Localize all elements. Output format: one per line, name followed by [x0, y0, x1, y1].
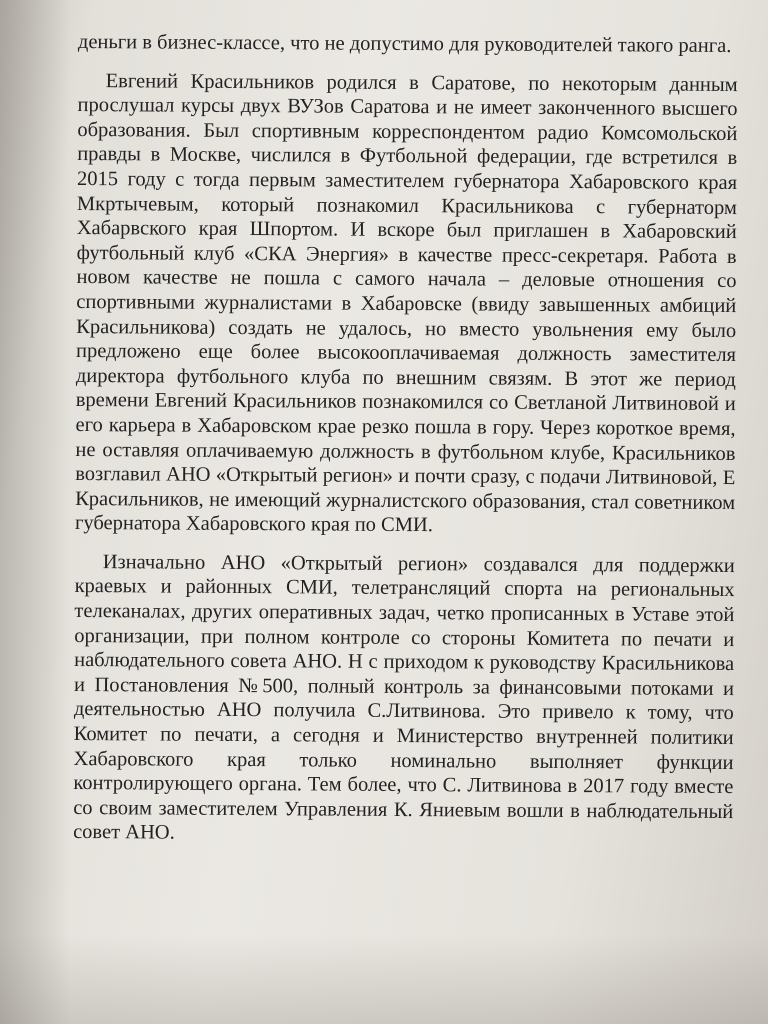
- document-body: [73, 30, 738, 849]
- page-shadow-bottom: [0, 934, 768, 1024]
- paragraph-continuation: деньги в бизнес-классе, что не допустимо для руководителей такого ранга.: [77, 30, 732, 57]
- paragraph-ano-open-region: Изначально АНО «Открытый регион» создавался для поддержки краевых и районных СМИ, телетрансляций спорта на региональных телеканалах, других оперативных задач, четко прописанных в Уставе этой организации, при полном контроле со стороны Комитета по печати и наблюдательного совета АНО. Н с приходом к руководству Красильникова и Постановления №500, полный контроль за финансовыми потоками и деятельностью АНО получила С.Литвинова. Это привело к тому, что Комитет по печати, а сегодня и Министерство внутренней политики Хабаровского края только номинально выполняет функции контролирующего органа. Тем более, что С. Литвинова в 2017 году вместе со своим заместителем Управления К. Яниевым вошли в наблюдательный совет АНО.: [73, 551, 735, 845]
- paragraph-krasilnikov-bio: Евгений Красильников родился в Саратове, по некоторым данным прослушал курсы двух ВУЗов Саратова и не имеет законченного высшего образования. Был спортивным корреспондентом радио Комсомольской правды в Москве, числился в Футбольной федерации, где встретился в 2015 году с тогда первым заместителем губернатора Хабаровского края Мкртычевым, который познакомил Красильникова с губернаторм Хабарвского края Шпортом. И вскоре был приглашен в Хабаровский футбольный клуб «СКА Энергия» в качестве пресс-секретаря. Работа в новом качестве не пошла с самого начала – деловые отношения со спортивными журналистами в Хабаровске (ввиду завышенных амбиций Красильникова) создать не удалось, но вместо увольнения ему было предложено еще более высокооплачиваемая должность заместителя директора футбольного клуба по внешним связям. В этот же период времени Евгений Красильников познакомился со Светланой Литвиновой и его карьера в Хабаровском крае резко пошла в гору. Через короткое время, не оставляя оплачиваемую должность в футбольном клубе, Красильников возглавил АНО «Открытый регион» и почти сразу, с подачи Литвиновой, Е Красильников, не имеющий журналистского образования, стал советником губернатора Хабаровского края по СМИ.: [74, 69, 738, 537]
- page-shadow-left: [0, 0, 70, 1024]
